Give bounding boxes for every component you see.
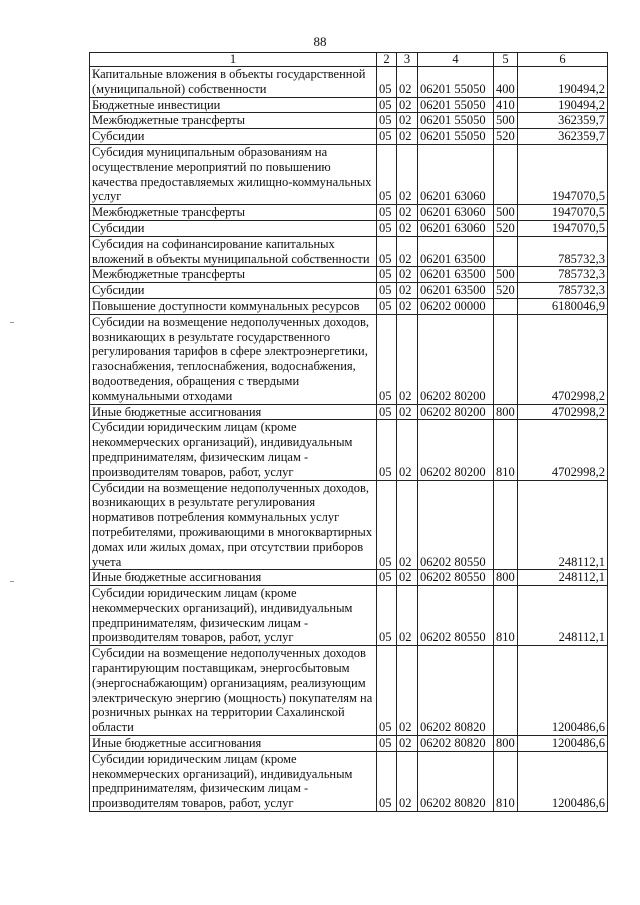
table-row <box>90 480 608 570</box>
row-target-article: 06201 63500 <box>418 236 494 267</box>
row-target-article: 06201 55050 <box>418 67 494 98</box>
table-row <box>90 236 608 267</box>
row-name: Субсидии <box>90 283 377 299</box>
row-section: 05 <box>377 751 397 811</box>
row-name: Субсидия муниципальным образованиям на осуществление мероприятий по повышению качества предоставляемых жилищно-коммунальных услуг <box>90 144 377 204</box>
column-header-row <box>90 53 608 67</box>
row-subsection: 02 <box>397 751 418 811</box>
row-target-article: 06202 80550 <box>418 586 494 646</box>
row-section: 05 <box>377 97 397 113</box>
row-name: Капитальные вложения в объекты государственной (муниципальной) собственности <box>90 67 377 98</box>
row-subsection: 02 <box>397 314 418 404</box>
row-amount: 190494,2 <box>518 67 608 98</box>
table-row <box>90 751 608 811</box>
table-row <box>90 97 608 113</box>
row-target-article: 06202 00000 <box>418 298 494 314</box>
budget-table <box>89 52 608 812</box>
row-section: 05 <box>377 67 397 98</box>
row-subsection: 02 <box>397 586 418 646</box>
row-expense-type <box>494 236 518 267</box>
row-subsection: 02 <box>397 570 418 586</box>
row-target-article: 06201 55050 <box>418 113 494 129</box>
table-row <box>90 736 608 752</box>
scan-edge-mark <box>10 581 14 582</box>
row-expense-type: 800 <box>494 404 518 420</box>
row-expense-type: 400 <box>494 67 518 98</box>
row-amount: 1200486,6 <box>518 751 608 811</box>
col-header-name: 1 <box>90 53 377 67</box>
row-subsection: 02 <box>397 113 418 129</box>
row-name: Межбюджетные трансферты <box>90 113 377 129</box>
table-row <box>90 404 608 420</box>
row-amount: 362359,7 <box>518 129 608 145</box>
row-section: 05 <box>377 205 397 221</box>
row-target-article: 06201 63500 <box>418 283 494 299</box>
table-row <box>90 144 608 204</box>
row-section: 05 <box>377 113 397 129</box>
row-subsection: 02 <box>397 144 418 204</box>
table-row <box>90 298 608 314</box>
row-amount: 248112,1 <box>518 586 608 646</box>
row-target-article: 06201 63500 <box>418 267 494 283</box>
row-name: Субсидии на возмещение недополученных доходов гарантирующим поставщикам, энергосбытовым (энергоснабжающим) организациям, реализующим электрическую энергию (мощность) покупателям на розничных рынках на территории Сахалинской области <box>90 646 377 736</box>
row-expense-type: 520 <box>494 283 518 299</box>
row-expense-type: 500 <box>494 205 518 221</box>
row-subsection: 02 <box>397 646 418 736</box>
row-name: Субсидии юридическим лицам (кроме некоммерческих организаций), индивидуальным предпринимателям, физическим лицам - производителям товаров, работ, услуг <box>90 420 377 480</box>
row-section: 05 <box>377 736 397 752</box>
table-row <box>90 113 608 129</box>
row-target-article: 06201 63060 <box>418 144 494 204</box>
row-section: 05 <box>377 646 397 736</box>
row-section: 05 <box>377 314 397 404</box>
row-section: 05 <box>377 236 397 267</box>
budget-table-body <box>90 53 608 812</box>
row-amount: 248112,1 <box>518 480 608 570</box>
row-target-article: 06202 80820 <box>418 646 494 736</box>
row-expense-type: 520 <box>494 220 518 236</box>
row-subsection: 02 <box>397 420 418 480</box>
row-expense-type <box>494 144 518 204</box>
row-name: Межбюджетные трансферты <box>90 267 377 283</box>
row-subsection: 02 <box>397 205 418 221</box>
row-amount: 1200486,6 <box>518 646 608 736</box>
row-subsection: 02 <box>397 220 418 236</box>
row-amount: 1200486,6 <box>518 736 608 752</box>
row-expense-type: 810 <box>494 586 518 646</box>
row-section: 05 <box>377 283 397 299</box>
row-expense-type: 500 <box>494 267 518 283</box>
table-row <box>90 129 608 145</box>
row-amount: 4702998,2 <box>518 404 608 420</box>
table-row <box>90 420 608 480</box>
table-row <box>90 283 608 299</box>
row-amount: 1947070,5 <box>518 205 608 221</box>
row-subsection: 02 <box>397 236 418 267</box>
row-section: 05 <box>377 586 397 646</box>
table-row <box>90 267 608 283</box>
table-row <box>90 220 608 236</box>
col-header-subsection: 3 <box>397 53 418 67</box>
row-name: Бюджетные инвестиции <box>90 97 377 113</box>
row-subsection: 02 <box>397 404 418 420</box>
scan-edge-mark <box>10 322 14 323</box>
row-expense-type: 410 <box>494 97 518 113</box>
row-name: Субсидия на софинансирование капитальных вложений в объекты муниципальной собственности <box>90 236 377 267</box>
col-header-section: 2 <box>377 53 397 67</box>
row-name: Иные бюджетные ассигнования <box>90 570 377 586</box>
row-amount: 248112,1 <box>518 570 608 586</box>
row-expense-type: 810 <box>494 420 518 480</box>
row-target-article: 06201 63060 <box>418 205 494 221</box>
row-section: 05 <box>377 420 397 480</box>
row-amount: 4702998,2 <box>518 420 608 480</box>
row-amount: 6180046,9 <box>518 298 608 314</box>
row-name: Субсидии юридическим лицам (кроме некоммерческих организаций), индивидуальным предпринимателям, физическим лицам - производителям товаров, работ, услуг <box>90 586 377 646</box>
row-name: Субсидии на возмещение недополученных доходов, возникающих в результате регулирования нормативов потребления коммунальных услуг потребителями, проживающими в многоквартирных домах или жилых домах, при отсутствии приборов учета <box>90 480 377 570</box>
row-name: Повышение доступности коммунальных ресурсов <box>90 298 377 314</box>
row-target-article: 06202 80200 <box>418 314 494 404</box>
row-section: 05 <box>377 480 397 570</box>
row-amount: 4702998,2 <box>518 314 608 404</box>
row-target-article: 06202 80200 <box>418 420 494 480</box>
row-subsection: 02 <box>397 97 418 113</box>
page-number: 88 <box>313 34 327 49</box>
row-expense-type: 800 <box>494 736 518 752</box>
row-amount: 1947070,5 <box>518 144 608 204</box>
table-row <box>90 314 608 404</box>
table-row <box>90 586 608 646</box>
row-target-article: 06202 80550 <box>418 480 494 570</box>
row-section: 05 <box>377 220 397 236</box>
row-target-article: 06201 63060 <box>418 220 494 236</box>
table-row <box>90 646 608 736</box>
row-amount: 190494,2 <box>518 97 608 113</box>
row-target-article: 06202 80550 <box>418 570 494 586</box>
row-expense-type <box>494 646 518 736</box>
row-amount: 785732,3 <box>518 267 608 283</box>
row-amount: 785732,3 <box>518 283 608 299</box>
row-name: Субсидии на возмещение недополученных доходов, возникающих в результате государственного регулирования тарифов в сфере электроэнергетики, газоснабжения, теплоснабжения, водоснабжения, водоотведения, обращения с твердыми коммунальными отходами <box>90 314 377 404</box>
row-target-article: 06202 80820 <box>418 736 494 752</box>
row-section: 05 <box>377 298 397 314</box>
row-section: 05 <box>377 570 397 586</box>
row-section: 05 <box>377 404 397 420</box>
row-expense-type: 500 <box>494 113 518 129</box>
row-subsection: 02 <box>397 267 418 283</box>
row-amount: 1947070,5 <box>518 220 608 236</box>
row-target-article: 06202 80200 <box>418 404 494 420</box>
row-expense-type: 810 <box>494 751 518 811</box>
row-expense-type <box>494 314 518 404</box>
table-row <box>90 205 608 221</box>
row-amount: 785732,3 <box>518 236 608 267</box>
row-subsection: 02 <box>397 480 418 570</box>
row-subsection: 02 <box>397 736 418 752</box>
row-name: Субсидии юридическим лицам (кроме некоммерческих организаций), индивидуальным предпринимателям, физическим лицам - производителям товаров, работ, услуг <box>90 751 377 811</box>
row-subsection: 02 <box>397 298 418 314</box>
col-header-expense-type: 5 <box>494 53 518 67</box>
table-row <box>90 570 608 586</box>
col-header-amount: 6 <box>518 53 608 67</box>
row-subsection: 02 <box>397 129 418 145</box>
row-name: Субсидии <box>90 129 377 145</box>
row-name: Иные бюджетные ассигнования <box>90 404 377 420</box>
row-expense-type <box>494 480 518 570</box>
row-name: Иные бюджетные ассигнования <box>90 736 377 752</box>
table-row <box>90 67 608 98</box>
row-section: 05 <box>377 267 397 283</box>
row-section: 05 <box>377 144 397 204</box>
row-subsection: 02 <box>397 67 418 98</box>
row-target-article: 06201 55050 <box>418 129 494 145</box>
row-name: Межбюджетные трансферты <box>90 205 377 221</box>
row-expense-type: 800 <box>494 570 518 586</box>
row-section: 05 <box>377 129 397 145</box>
col-header-target-article: 4 <box>418 53 494 67</box>
row-target-article: 06201 55050 <box>418 97 494 113</box>
row-expense-type: 520 <box>494 129 518 145</box>
row-subsection: 02 <box>397 283 418 299</box>
row-amount: 362359,7 <box>518 113 608 129</box>
row-expense-type <box>494 298 518 314</box>
row-target-article: 06202 80820 <box>418 751 494 811</box>
row-name: Субсидии <box>90 220 377 236</box>
